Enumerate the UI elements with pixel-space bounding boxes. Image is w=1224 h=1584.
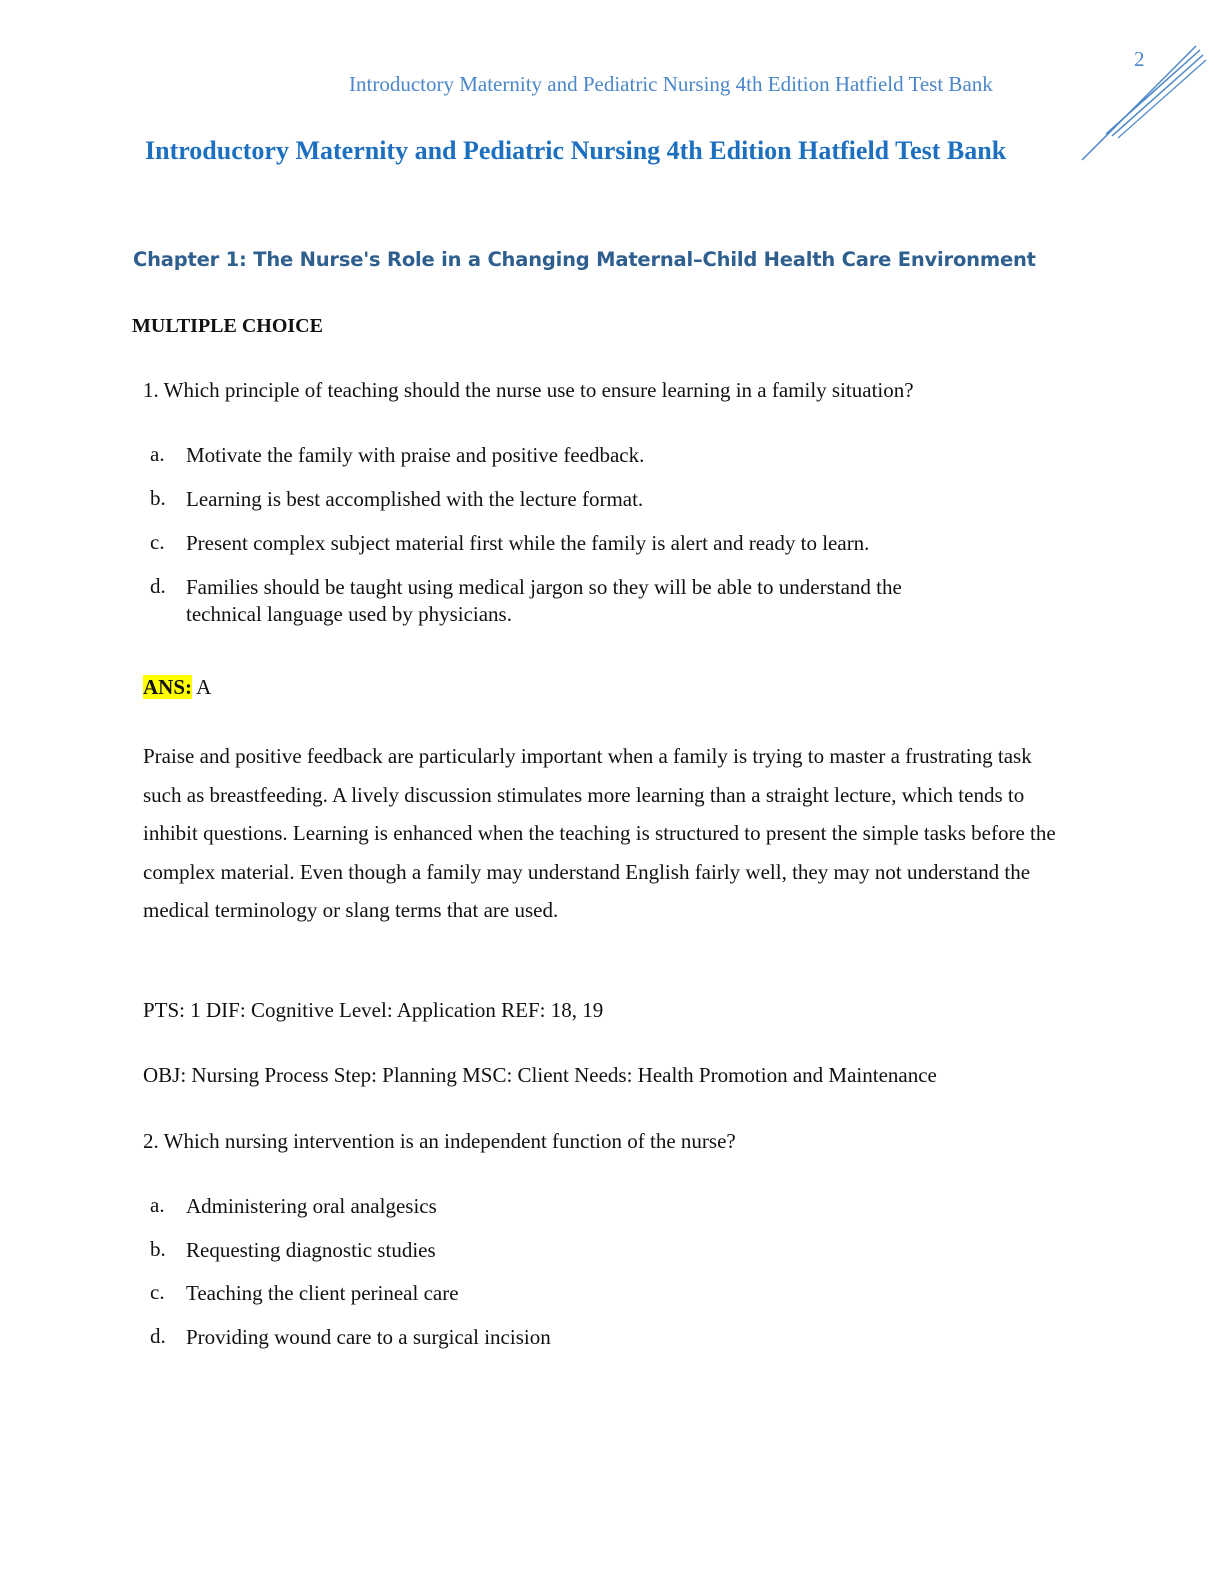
- question-1-stem: 1. Which principle of teaching should the nurse use to ensure learning in a family situation?: [143, 378, 914, 402]
- document-title: Introductory Maternity and Pediatric Nursing 4th Edition Hatfield Test Bank: [145, 136, 1007, 165]
- question-1-option-b: [150, 486, 1006, 513]
- option-text: Teaching the client perineal care: [186, 1281, 459, 1305]
- option-text: Motivate the family with praise and positive feedback.: [186, 443, 645, 467]
- question-2-option-a: [150, 1193, 1006, 1220]
- section-heading: MULTIPLE CHOICE: [132, 315, 323, 337]
- option-letter: d.: [150, 1324, 166, 1348]
- option-text: Present complex subject material first while the family is alert and ready to learn.: [186, 531, 870, 555]
- question-1-meta-pts: PTS: 1 DIF: Cognitive Level: Application REF: 18, 19: [143, 998, 604, 1022]
- question-1-meta-obj: OBJ: Nursing Process Step: Planning MSC: Client Needs: Health Promotion and Maintenance: [143, 1063, 937, 1087]
- chapter-heading: Chapter 1: The Nurse's Role in a Changing Maternal–Child Health Care Environment: [133, 248, 1036, 271]
- question-2-option-d: [150, 1324, 1006, 1351]
- option-letter: d.: [150, 574, 166, 598]
- question-1-option-d: [150, 574, 976, 628]
- option-letter: b.: [150, 486, 166, 510]
- question-1-option-a: [150, 442, 1006, 469]
- option-text: Requesting diagnostic studies: [186, 1238, 436, 1262]
- page-number: 2: [1134, 47, 1145, 71]
- option-letter: b.: [150, 1237, 166, 1261]
- option-text: Families should be taught using medical jargon so they will be able to understand the technical language used by physicians.: [186, 575, 902, 626]
- question-1-rationale: Praise and positive feedback are particularly important when a family is trying to master a frustrating task such as breastfeeding. A lively discussion stimulates more learning than a straight lecture, which tends to inhibit questions. Learning is enhanced when the teaching is structured to present the simple tasks before the complex material. Even though a family may understand English fairly well, they may not understand the medical terminology or slang terms that are used.: [143, 744, 1056, 922]
- running-header-title: Introductory Maternity and Pediatric Nursing 4th Edition Hatfield Test Bank: [349, 72, 993, 96]
- option-letter: a.: [150, 1193, 165, 1217]
- option-text: Providing wound care to a surgical incision: [186, 1325, 551, 1349]
- option-text: Administering oral analgesics: [186, 1194, 437, 1218]
- option-letter: c.: [150, 530, 165, 554]
- question-2-option-c: [150, 1280, 1006, 1307]
- question-2-option-b: [150, 1237, 1006, 1264]
- question-1-answer: [143, 675, 211, 700]
- answer-value: A: [192, 675, 212, 699]
- option-letter: a.: [150, 442, 165, 466]
- question-2-stem: 2. Which nursing intervention is an independent function of the nurse?: [143, 1129, 736, 1153]
- option-text: Learning is best accomplished with the lecture format.: [186, 487, 644, 511]
- answer-label: ANS:: [143, 675, 193, 699]
- question-1-option-c: [150, 530, 1006, 557]
- option-letter: c.: [150, 1280, 165, 1304]
